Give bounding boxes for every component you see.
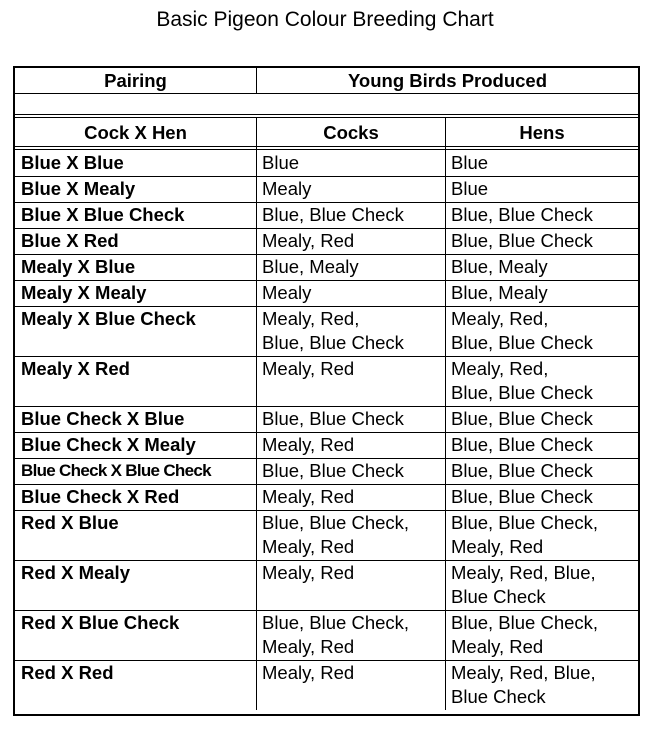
cocks-cell <box>257 433 445 458</box>
header-divider-1 <box>256 68 257 94</box>
hens-line: Blue, Blue Check <box>451 382 593 403</box>
cocks-line: Mealy <box>262 282 312 303</box>
cocks-line: Mealy, Red <box>262 636 355 657</box>
hens-line: Blue, Mealy <box>451 256 548 277</box>
cocks-line: Mealy, Red, <box>262 308 360 329</box>
cocks-line: Blue, Blue Check <box>262 460 404 481</box>
hens-line: Mealy, Red <box>451 536 544 557</box>
pairing-cell: Red X Blue <box>21 512 119 533</box>
hens-cell <box>446 177 638 202</box>
hens-line: Blue, Blue Check <box>451 332 593 353</box>
hens-cell <box>446 511 638 560</box>
hens-line: Blue Check <box>451 586 546 607</box>
cocks-line: Mealy, Red <box>262 662 355 683</box>
cocks-line: Blue, Blue Check <box>262 408 404 429</box>
hens-cell <box>446 307 638 356</box>
pairing-cell: Red X Blue Check <box>21 612 180 633</box>
cocks-cell <box>257 661 445 710</box>
pairing-cell: Mealy X Red <box>21 358 130 379</box>
hens-line: Blue, Blue Check <box>451 460 593 481</box>
cocks-cell <box>257 151 445 176</box>
hens-cell <box>446 407 638 432</box>
pairing-cell: Blue X Mealy <box>21 178 136 199</box>
cocks-line: Blue, Blue Check <box>262 332 404 353</box>
hens-cell <box>446 561 638 610</box>
hens-cell <box>446 151 638 176</box>
pairing-cell: Red X Red <box>21 662 114 683</box>
cocks-cell <box>257 511 445 560</box>
cocks-line: Mealy, Red <box>262 562 355 583</box>
pairing-cell: Mealy X Blue <box>21 256 136 277</box>
cocks-line: Blue, Blue Check, <box>262 612 410 633</box>
hens-line: Blue, Blue Check <box>451 408 593 429</box>
hens-line: Blue Check <box>451 686 546 707</box>
breeding-table <box>13 66 640 716</box>
pairing-cell: Blue Check X Mealy <box>21 434 196 455</box>
pairing-cell: Red X Mealy <box>21 562 130 583</box>
hens-cell <box>446 281 638 306</box>
hens-line: Blue, Blue Check <box>451 230 593 251</box>
cocks-cell <box>257 229 445 254</box>
hens-line: Mealy, Red, <box>451 308 549 329</box>
pairing-cell: Mealy X Mealy <box>21 282 147 303</box>
pairing-cell: Blue Check X Blue <box>21 408 185 429</box>
header-cocks: Cocks <box>323 122 379 143</box>
hens-line: Blue <box>451 178 489 199</box>
cocks-cell <box>257 611 445 660</box>
header-rule-3a <box>15 146 638 147</box>
header-hens: Hens <box>519 122 565 143</box>
cocks-cell <box>257 177 445 202</box>
cocks-cell <box>257 255 445 280</box>
cocks-line: Mealy, Red <box>262 536 355 557</box>
hens-line: Mealy, Red, Blue, <box>451 662 596 683</box>
hens-cell <box>446 255 638 280</box>
hens-line: Blue <box>451 152 489 173</box>
hens-line: Blue, Mealy <box>451 282 548 303</box>
hens-cell <box>446 203 638 228</box>
pairing-cell: Blue X Blue <box>21 152 124 173</box>
header-rule-2b <box>15 117 638 118</box>
cocks-line: Mealy, Red <box>262 486 355 507</box>
header-young-birds: Young Birds Produced <box>347 70 548 91</box>
hens-line: Blue, Blue Check <box>451 204 593 225</box>
cocks-cell <box>257 203 445 228</box>
cocks-cell <box>257 307 445 356</box>
pairing-cell: Blue Check X Blue Check <box>21 461 211 480</box>
hens-cell <box>446 229 638 254</box>
cocks-line: Mealy, Red <box>262 230 355 251</box>
cocks-cell <box>257 561 445 610</box>
cocks-line: Mealy, Red <box>262 434 355 455</box>
header-cock-x-hen: Cock X Hen <box>84 122 187 143</box>
cocks-cell <box>257 357 445 406</box>
hens-cell <box>446 433 638 458</box>
cocks-cell <box>257 407 445 432</box>
header-pairing: Pairing <box>104 70 167 91</box>
hens-cell <box>446 357 638 406</box>
hens-line: Blue, Blue Check <box>451 486 593 507</box>
header-rule-1 <box>15 93 638 94</box>
cocks-line: Blue, Blue Check <box>262 204 404 225</box>
hens-cell <box>446 459 638 484</box>
cocks-line: Mealy <box>262 178 312 199</box>
header-rule-3b <box>15 149 638 150</box>
pairing-cell: Blue Check X Red <box>21 486 180 507</box>
pairing-cell: Blue X Red <box>21 230 119 251</box>
hens-line: Mealy, Red, <box>451 358 549 379</box>
cocks-line: Blue, Mealy <box>262 256 359 277</box>
cocks-cell <box>257 281 445 306</box>
column-divider-2 <box>445 117 446 710</box>
hens-line: Blue, Blue Check, <box>451 512 599 533</box>
cocks-line: Blue <box>262 152 300 173</box>
hens-line: Mealy, Red <box>451 636 544 657</box>
cocks-line: Mealy, Red <box>262 358 355 379</box>
pairing-cell: Mealy X Blue Check <box>21 308 196 329</box>
hens-line: Blue, Blue Check <box>451 434 593 455</box>
hens-line: Mealy, Red, Blue, <box>451 562 596 583</box>
column-divider-1 <box>256 117 257 710</box>
pairing-cell: Blue X Blue Check <box>21 204 185 225</box>
cocks-cell <box>257 459 445 484</box>
page-title: Basic Pigeon Colour Breeding Chart <box>156 8 494 31</box>
hens-line: Blue, Blue Check, <box>451 612 599 633</box>
hens-cell <box>446 611 638 660</box>
hens-cell <box>446 485 638 510</box>
cocks-line: Blue, Blue Check, <box>262 512 410 533</box>
header-rule-2a <box>15 114 638 115</box>
cocks-cell <box>257 485 445 510</box>
hens-cell <box>446 661 638 710</box>
